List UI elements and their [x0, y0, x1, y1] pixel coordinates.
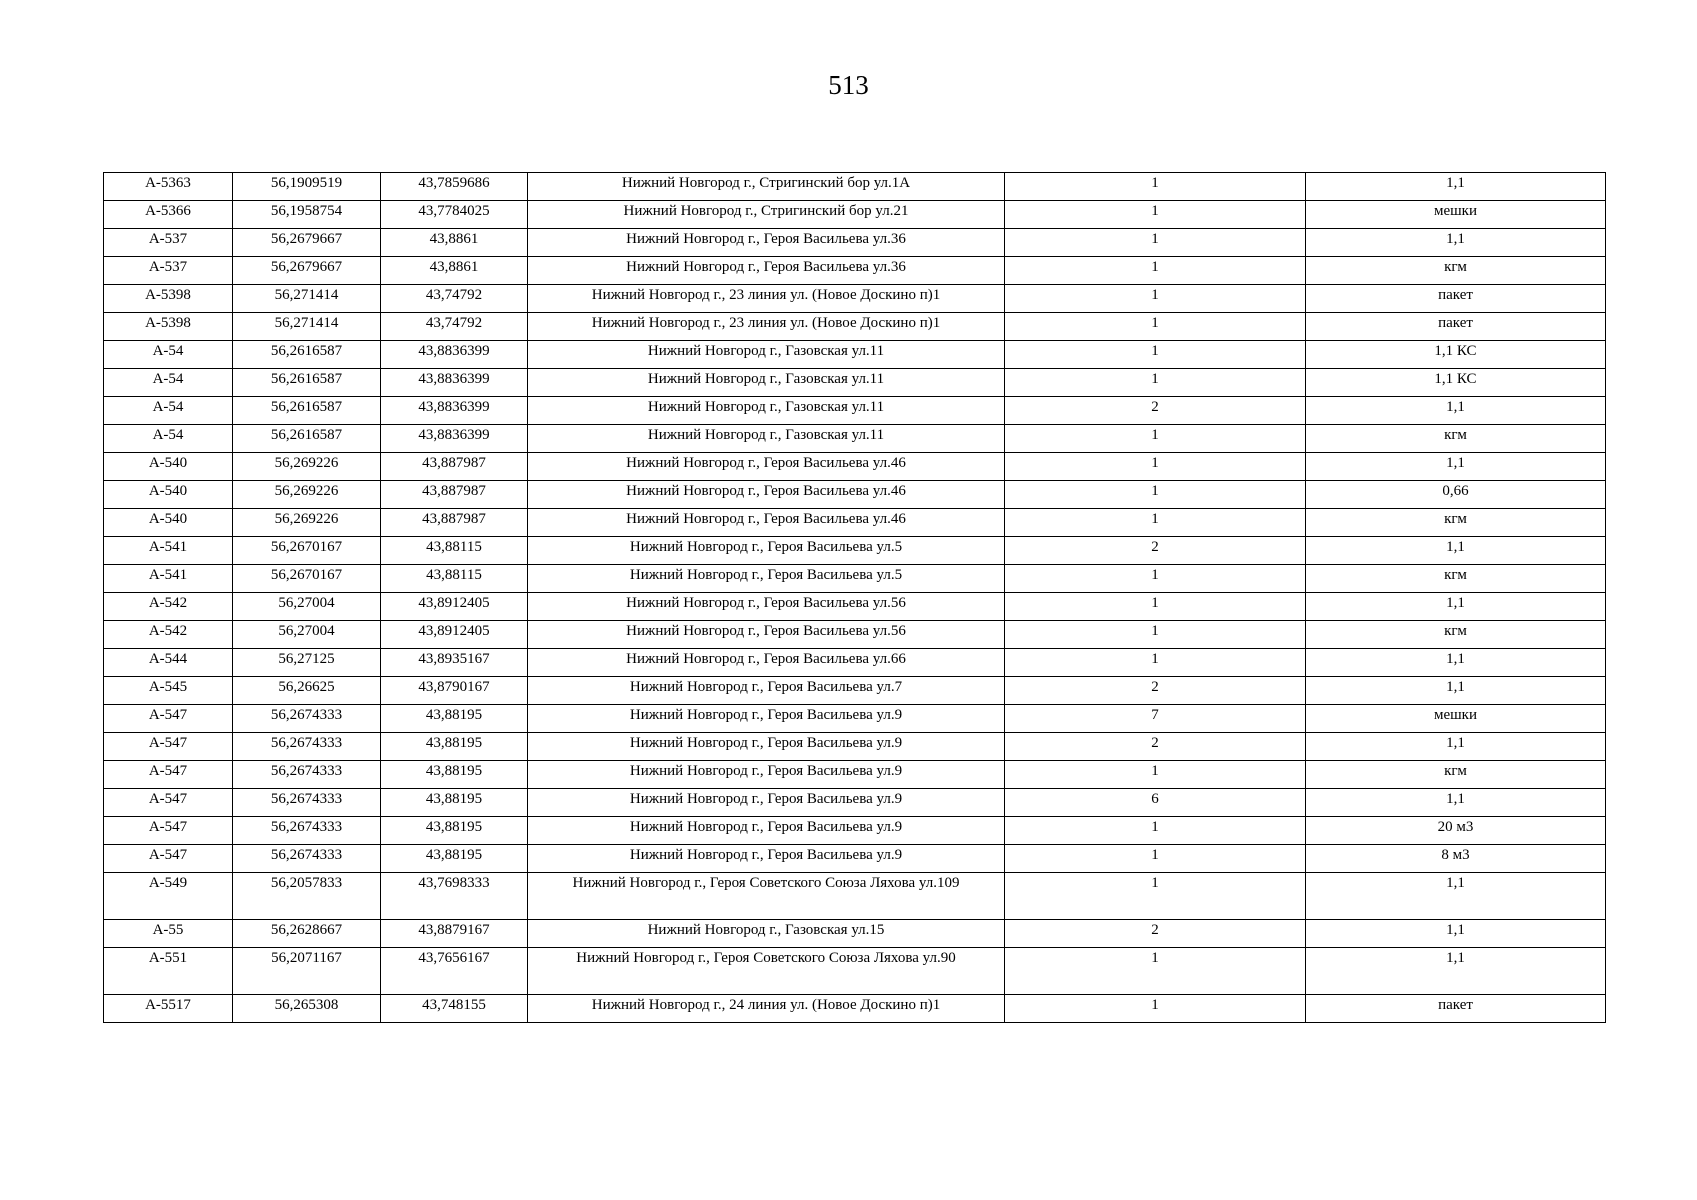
container-count-cell: 1	[1005, 173, 1306, 201]
container-type-cell: 1,1	[1306, 920, 1606, 948]
latitude-cell: 56,271414	[233, 285, 381, 313]
address-cell: Нижний Новгород г., Газовская ул.11	[528, 397, 1005, 425]
longitude-cell: 43,7698333	[381, 873, 528, 920]
latitude-cell: 56,2674333	[233, 789, 381, 817]
longitude-cell: 43,887987	[381, 509, 528, 537]
table-row	[104, 873, 1606, 920]
container-type-cell: 1,1 КС	[1306, 369, 1606, 397]
longitude-cell: 43,8836399	[381, 369, 528, 397]
container-type-cell: 1,1	[1306, 873, 1606, 920]
container-count-cell: 1	[1005, 369, 1306, 397]
address-cell: Нижний Новгород г., Героя Васильева ул.9	[528, 705, 1005, 733]
container-type-cell: 1,1	[1306, 229, 1606, 257]
latitude-cell: 56,2628667	[233, 920, 381, 948]
site-id-cell: А-54	[104, 397, 233, 425]
site-id-cell: А-549	[104, 873, 233, 920]
latitude-cell: 56,271414	[233, 313, 381, 341]
longitude-cell: 43,8861	[381, 257, 528, 285]
address-cell: Нижний Новгород г., 24 линия ул. (Новое Доскино п)1	[528, 995, 1005, 1023]
address-cell: Нижний Новгород г., Героя Васильева ул.9	[528, 789, 1005, 817]
address-cell: Нижний Новгород г., Героя Советского Союза Ляхова ул.90	[528, 948, 1005, 995]
latitude-cell: 56,2616587	[233, 369, 381, 397]
container-type-cell: 1,1	[1306, 173, 1606, 201]
latitude-cell: 56,2670167	[233, 565, 381, 593]
address-cell: Нижний Новгород г., Стригинский бор ул.21	[528, 201, 1005, 229]
site-id-cell: А-540	[104, 481, 233, 509]
site-id-cell: А-54	[104, 369, 233, 397]
address-cell: Нижний Новгород г., Героя Васильева ул.36	[528, 257, 1005, 285]
longitude-cell: 43,74792	[381, 313, 528, 341]
page-number: 513	[828, 70, 869, 100]
site-id-cell: А-547	[104, 845, 233, 873]
longitude-cell: 43,7859686	[381, 173, 528, 201]
container-count-cell: 1	[1005, 873, 1306, 920]
table-row	[104, 537, 1606, 565]
latitude-cell: 56,265308	[233, 995, 381, 1023]
latitude-cell: 56,2674333	[233, 733, 381, 761]
site-id-cell: А-55	[104, 920, 233, 948]
container-type-cell: кгм	[1306, 761, 1606, 789]
container-type-cell: 8 м3	[1306, 845, 1606, 873]
longitude-cell: 43,88195	[381, 817, 528, 845]
address-cell: Нижний Новгород г., Героя Васильева ул.9	[528, 817, 1005, 845]
container-type-cell: пакет	[1306, 285, 1606, 313]
address-cell: Нижний Новгород г., 23 линия ул. (Новое Доскино п)1	[528, 313, 1005, 341]
container-type-cell: кгм	[1306, 425, 1606, 453]
site-id-cell: А-547	[104, 817, 233, 845]
latitude-cell: 56,27125	[233, 649, 381, 677]
latitude-cell: 56,1958754	[233, 201, 381, 229]
latitude-cell: 56,2616587	[233, 425, 381, 453]
table-row	[104, 593, 1606, 621]
table-row	[104, 509, 1606, 537]
table-row	[104, 229, 1606, 257]
table-row	[104, 649, 1606, 677]
longitude-cell: 43,7656167	[381, 948, 528, 995]
longitude-cell: 43,8912405	[381, 593, 528, 621]
container-count-cell: 1	[1005, 453, 1306, 481]
address-cell: Нижний Новгород г., Стригинский бор ул.1А	[528, 173, 1005, 201]
container-type-cell: кгм	[1306, 621, 1606, 649]
container-count-cell: 2	[1005, 733, 1306, 761]
latitude-cell: 56,2616587	[233, 341, 381, 369]
site-id-cell: А-542	[104, 621, 233, 649]
longitude-cell: 43,88195	[381, 733, 528, 761]
site-id-cell: А-547	[104, 705, 233, 733]
container-count-cell: 1	[1005, 845, 1306, 873]
container-type-cell: кгм	[1306, 257, 1606, 285]
container-type-cell: кгм	[1306, 565, 1606, 593]
latitude-cell: 56,27004	[233, 593, 381, 621]
address-cell: Нижний Новгород г., Героя Васильева ул.36	[528, 229, 1005, 257]
table-row	[104, 705, 1606, 733]
table-row	[104, 845, 1606, 873]
table-row	[104, 621, 1606, 649]
container-count-cell: 1	[1005, 285, 1306, 313]
address-cell: Нижний Новгород г., Героя Васильева ул.9	[528, 733, 1005, 761]
address-cell: Нижний Новгород г., Героя Васильева ул.66	[528, 649, 1005, 677]
latitude-cell: 56,269226	[233, 453, 381, 481]
address-cell: Нижний Новгород г., Газовская ул.15	[528, 920, 1005, 948]
table-row	[104, 995, 1606, 1023]
table-row	[104, 173, 1606, 201]
container-count-cell: 7	[1005, 705, 1306, 733]
site-id-cell: А-547	[104, 733, 233, 761]
table-row	[104, 817, 1606, 845]
table-row	[104, 733, 1606, 761]
longitude-cell: 43,887987	[381, 481, 528, 509]
address-cell: Нижний Новгород г., Героя Васильева ул.9	[528, 845, 1005, 873]
address-cell: Нижний Новгород г., Газовская ул.11	[528, 341, 1005, 369]
table-row	[104, 677, 1606, 705]
container-count-cell: 6	[1005, 789, 1306, 817]
longitude-cell: 43,88115	[381, 565, 528, 593]
container-count-cell: 1	[1005, 948, 1306, 995]
site-id-cell: А-5398	[104, 285, 233, 313]
site-id-cell: А-5363	[104, 173, 233, 201]
container-type-cell: 1,1	[1306, 789, 1606, 817]
table-row	[104, 761, 1606, 789]
container-count-cell: 1	[1005, 509, 1306, 537]
longitude-cell: 43,88195	[381, 845, 528, 873]
container-type-cell: пакет	[1306, 313, 1606, 341]
address-cell: Нижний Новгород г., 23 линия ул. (Новое Доскино п)1	[528, 285, 1005, 313]
latitude-cell: 56,2674333	[233, 761, 381, 789]
latitude-cell: 56,27004	[233, 621, 381, 649]
address-cell: Нижний Новгород г., Героя Советского Союза Ляхова ул.109	[528, 873, 1005, 920]
latitude-cell: 56,1909519	[233, 173, 381, 201]
latitude-cell: 56,2670167	[233, 537, 381, 565]
container-count-cell: 1	[1005, 621, 1306, 649]
table-row	[104, 565, 1606, 593]
longitude-cell: 43,8836399	[381, 397, 528, 425]
container-count-cell: 1	[1005, 425, 1306, 453]
address-cell: Нижний Новгород г., Героя Васильева ул.9	[528, 761, 1005, 789]
container-count-cell: 1	[1005, 313, 1306, 341]
container-count-cell: 1	[1005, 995, 1306, 1023]
container-count-cell: 1	[1005, 649, 1306, 677]
container-count-cell: 1	[1005, 341, 1306, 369]
longitude-cell: 43,8935167	[381, 649, 528, 677]
table-row	[104, 313, 1606, 341]
container-type-cell: 1,1	[1306, 649, 1606, 677]
container-count-cell: 1	[1005, 593, 1306, 621]
container-count-cell: 1	[1005, 201, 1306, 229]
site-id-cell: А-551	[104, 948, 233, 995]
container-count-cell: 2	[1005, 920, 1306, 948]
longitude-cell: 43,7784025	[381, 201, 528, 229]
container-count-cell: 1	[1005, 817, 1306, 845]
longitude-cell: 43,8836399	[381, 341, 528, 369]
site-id-cell: А-54	[104, 425, 233, 453]
site-id-cell: А-537	[104, 229, 233, 257]
address-cell: Нижний Новгород г., Газовская ул.11	[528, 425, 1005, 453]
site-id-cell: А-541	[104, 537, 233, 565]
site-id-cell: А-54	[104, 341, 233, 369]
longitude-cell: 43,8879167	[381, 920, 528, 948]
container-count-cell: 2	[1005, 677, 1306, 705]
table-row	[104, 481, 1606, 509]
container-type-cell: мешки	[1306, 705, 1606, 733]
table-row	[104, 257, 1606, 285]
latitude-cell: 56,2616587	[233, 397, 381, 425]
latitude-cell: 56,2674333	[233, 705, 381, 733]
container-count-cell: 1	[1005, 257, 1306, 285]
latitude-cell: 56,2057833	[233, 873, 381, 920]
container-type-cell: 1,1	[1306, 397, 1606, 425]
container-count-cell: 1	[1005, 565, 1306, 593]
address-cell: Нижний Новгород г., Героя Васильева ул.5	[528, 565, 1005, 593]
longitude-cell: 43,88195	[381, 761, 528, 789]
table-row	[104, 369, 1606, 397]
latitude-cell: 56,2674333	[233, 817, 381, 845]
container-count-cell: 2	[1005, 397, 1306, 425]
container-type-cell: 1,1	[1306, 537, 1606, 565]
container-type-cell: 1,1	[1306, 733, 1606, 761]
site-id-cell: А-544	[104, 649, 233, 677]
site-id-cell: А-540	[104, 509, 233, 537]
site-id-cell: А-537	[104, 257, 233, 285]
address-cell: Нижний Новгород г., Героя Васильева ул.5	[528, 537, 1005, 565]
site-id-cell: А-547	[104, 761, 233, 789]
longitude-cell: 43,88195	[381, 705, 528, 733]
longitude-cell: 43,8790167	[381, 677, 528, 705]
latitude-cell: 56,2071167	[233, 948, 381, 995]
container-count-cell: 2	[1005, 537, 1306, 565]
table-row	[104, 341, 1606, 369]
longitude-cell: 43,88115	[381, 537, 528, 565]
container-type-cell: 0,66	[1306, 481, 1606, 509]
longitude-cell: 43,887987	[381, 453, 528, 481]
container-type-cell: 1,1	[1306, 948, 1606, 995]
site-id-cell: А-540	[104, 453, 233, 481]
table-row	[104, 453, 1606, 481]
table-row	[104, 948, 1606, 995]
container-type-cell: 20 м3	[1306, 817, 1606, 845]
address-cell: Нижний Новгород г., Героя Васильева ул.46	[528, 509, 1005, 537]
table-row	[104, 425, 1606, 453]
latitude-cell: 56,269226	[233, 481, 381, 509]
longitude-cell: 43,8912405	[381, 621, 528, 649]
table-row	[104, 920, 1606, 948]
longitude-cell: 43,8861	[381, 229, 528, 257]
container-count-cell: 1	[1005, 761, 1306, 789]
container-type-cell: мешки	[1306, 201, 1606, 229]
longitude-cell: 43,74792	[381, 285, 528, 313]
container-type-cell: пакет	[1306, 995, 1606, 1023]
site-id-cell: А-5517	[104, 995, 233, 1023]
address-cell: Нижний Новгород г., Героя Васильева ул.7	[528, 677, 1005, 705]
container-type-cell: 1,1	[1306, 593, 1606, 621]
latitude-cell: 56,269226	[233, 509, 381, 537]
table-row	[104, 285, 1606, 313]
site-id-cell: А-541	[104, 565, 233, 593]
container-type-cell: кгм	[1306, 509, 1606, 537]
container-count-cell: 1	[1005, 229, 1306, 257]
latitude-cell: 56,2679667	[233, 229, 381, 257]
address-cell: Нижний Новгород г., Героя Васильева ул.46	[528, 481, 1005, 509]
table-row	[104, 789, 1606, 817]
latitude-cell: 56,2674333	[233, 845, 381, 873]
container-type-cell: 1,1	[1306, 453, 1606, 481]
address-cell: Нижний Новгород г., Героя Васильева ул.56	[528, 621, 1005, 649]
site-id-cell: А-545	[104, 677, 233, 705]
longitude-cell: 43,88195	[381, 789, 528, 817]
latitude-cell: 56,26625	[233, 677, 381, 705]
container-count-cell: 1	[1005, 481, 1306, 509]
address-cell: Нижний Новгород г., Героя Васильева ул.56	[528, 593, 1005, 621]
container-type-cell: 1,1	[1306, 677, 1606, 705]
site-id-cell: А-5366	[104, 201, 233, 229]
address-cell: Нижний Новгород г., Героя Васильева ул.46	[528, 453, 1005, 481]
container-sites-table	[103, 172, 1606, 1023]
longitude-cell: 43,748155	[381, 995, 528, 1023]
table-row	[104, 397, 1606, 425]
site-id-cell: А-5398	[104, 313, 233, 341]
latitude-cell: 56,2679667	[233, 257, 381, 285]
site-id-cell: А-547	[104, 789, 233, 817]
table-body	[104, 173, 1606, 1023]
container-type-cell: 1,1 КС	[1306, 341, 1606, 369]
address-cell: Нижний Новгород г., Газовская ул.11	[528, 369, 1005, 397]
site-id-cell: А-542	[104, 593, 233, 621]
table-row	[104, 201, 1606, 229]
longitude-cell: 43,8836399	[381, 425, 528, 453]
